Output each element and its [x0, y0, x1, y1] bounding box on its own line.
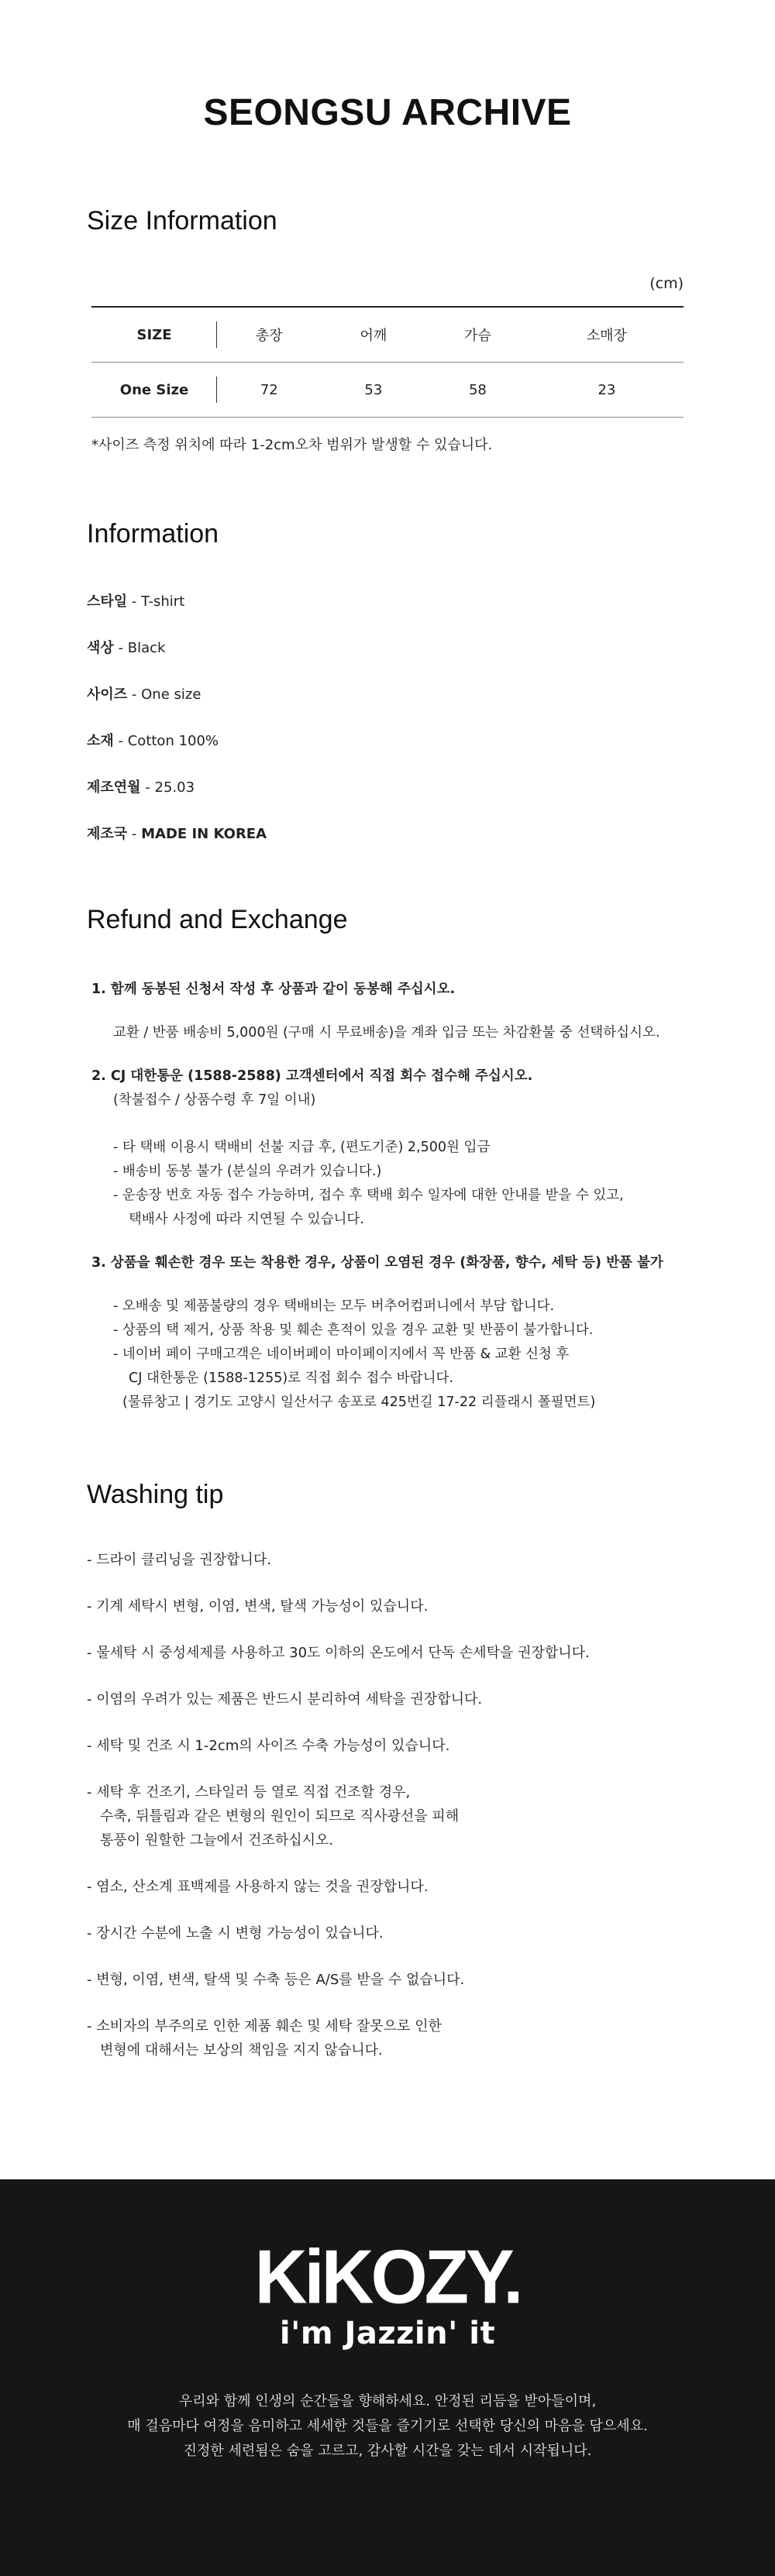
- washing-tip: - 변형, 이염, 변색, 탈색 및 수축 등은 A/S를 받을 수 없습니다.: [87, 1972, 465, 1988]
- brand-footer: [0, 2179, 775, 2576]
- washing-tip: [87, 2014, 707, 2062]
- info-separator: -: [127, 593, 142, 610]
- table-cell: 72: [217, 363, 322, 418]
- info-key: 색상: [87, 640, 114, 656]
- washing-tip-line: 통풍이 원할한 그늘에서 건조하십시오.: [100, 1832, 334, 1849]
- info-value: Black: [127, 640, 166, 656]
- refund-item-3-line: (물류창고 | 경기도 고양시 일산서구 송포로 425번길 17-22 리플래시 폴필먼트): [122, 1395, 596, 1410]
- table-header-cell: 가슴: [425, 307, 530, 363]
- size-information-title: Size Information: [87, 206, 277, 236]
- washing-tip: [87, 1780, 707, 1852]
- refund-item-1-head: 1. 함께 동봉된 신청서 작성 후 상품과 같이 동봉해 주십시오.: [91, 982, 456, 997]
- brand-message: [0, 2389, 775, 2464]
- washing-tip: - 염소, 산소계 표백제를 사용하지 않는 것을 권장합니다.: [87, 1879, 429, 1895]
- washing-tip-line: - 세탁 후 건조기, 스타일러 등 열로 직접 건조할 경우,: [87, 1784, 411, 1800]
- refund-item-3-line: - 상품의 택 제거, 상품 착용 및 훼손 흔적이 있을 경우 교환 및 반품이 불가합니다.: [113, 1322, 594, 1338]
- refund-item-2-head: 2. CJ 대한통운 (1588-2588) 고객센터에서 직접 회수 접수해 주십시오.: [91, 1068, 533, 1084]
- washing-title: Washing tip: [87, 1480, 224, 1509]
- logo-wordmark: KiKOZY.: [254, 2234, 521, 2320]
- list-item: [87, 823, 267, 869]
- brand-title: SEONGSU ARCHIVE: [203, 92, 572, 133]
- refund-item-2-line: 택배사 사정에 따라 지연될 수 있습니다.: [129, 1212, 364, 1227]
- info-separator: -: [127, 686, 142, 703]
- washing-tip: - 세탁 및 건조 시 1-2cm의 사이즈 수축 가능성이 있습니다.: [87, 1738, 450, 1754]
- info-key: 사이즈: [87, 686, 128, 703]
- table-header-row: [91, 307, 684, 363]
- info-value: MADE IN KOREA: [141, 826, 267, 842]
- information-title: Information: [87, 519, 219, 549]
- brand-message-line: 우리와 함께 인생의 순간들을 향해하세요. 안정된 리듬을 받아들이며,: [178, 2393, 597, 2409]
- info-key: 제조연월: [87, 779, 141, 796]
- size-note: *사이즈 측정 위치에 따라 1-2cm오차 범위가 발생할 수 있습니다.: [91, 437, 493, 453]
- info-key: 제조국: [87, 826, 128, 842]
- refund-item-2-line: - 배송비 동봉 불가 (분실의 우려가 있습니다.): [113, 1164, 382, 1179]
- refund-item-2-sub: (착불접수 / 상품수령 후 7일 이내): [113, 1092, 316, 1108]
- table-header-cell: SIZE: [91, 307, 217, 363]
- table-header-cell: 어깨: [322, 307, 426, 363]
- refund-title: Refund and Exchange: [87, 905, 348, 934]
- info-value: One size: [141, 686, 202, 703]
- refund-item-3-line: - 오배송 및 제품불량의 경우 택배비는 모두 버추어컴퍼니에서 부담 합니다.: [113, 1298, 555, 1314]
- logo-tagline: i'm Jazzin' it: [279, 2316, 496, 2351]
- info-separator: -: [113, 733, 128, 749]
- table-cell: 23: [530, 363, 684, 418]
- info-separator: -: [140, 779, 155, 796]
- washing-tip-line: 변형에 대해서는 보상의 책임을 지지 않습니다.: [100, 2042, 383, 2058]
- washing-tip: - 드라이 클리닝을 권장합니다.: [87, 1552, 272, 1568]
- information-list: [87, 590, 267, 869]
- list-item: [87, 776, 267, 823]
- refund-item-3-line: CJ 대한통운 (1588-1255)로 직접 회수 접수 바랍니다.: [129, 1371, 453, 1386]
- list-item: [87, 637, 267, 683]
- refund-item-3-head: 3. 상품을 훼손한 경우 또는 착용한 경우, 상품이 오염된 경우 (화장품, 향수, 세탁 등) 반품 불가: [91, 1255, 663, 1271]
- info-key: 스타일: [87, 593, 128, 610]
- table-header-cell: 총장: [217, 307, 322, 363]
- washing-tip-line: 수축, 뒤틀림과 같은 변형의 원인이 되므로 직사광선을 피해: [100, 1808, 460, 1825]
- washing-tip: - 장시간 수분에 노출 시 변형 가능성이 있습니다.: [87, 1925, 384, 1941]
- list-item: [87, 590, 267, 637]
- list-item: [87, 683, 267, 730]
- refund-item-2-line: - 타 택배 이용시 택배비 선불 지급 후, (편도기준) 2,500원 입금: [113, 1140, 491, 1155]
- washing-tip: - 기계 세탁시 변형, 이염, 변색, 탈색 가능성이 있습니다.: [87, 1598, 429, 1615]
- brand-message-line: 매 걸음마다 여정을 음미하고 세세한 것들을 즐기기로 선택한 당신의 마음을 담으세요.: [127, 2418, 648, 2434]
- refund-item-1-body: 교환 / 반품 배송비 5,000원 (구매 시 무료배송)을 계좌 입금 또는 차감환불 중 선택하십시오.: [113, 1025, 660, 1040]
- refund-item-3-line: - 네이버 페이 구매고객은 네이버페이 마이페이지에서 꼭 반품 & 교환 신청 후: [113, 1346, 570, 1362]
- unit-label: (cm): [649, 275, 684, 292]
- size-table: [91, 306, 684, 418]
- table-row: [91, 363, 684, 418]
- refund-content: [91, 978, 711, 1415]
- info-key: 소재: [87, 733, 114, 749]
- info-value: Cotton 100%: [127, 733, 219, 749]
- info-separator: -: [113, 640, 128, 656]
- info-separator: -: [127, 826, 142, 842]
- table-header-cell: 소매장: [530, 307, 684, 363]
- washing-tip-line: - 소비자의 부주의로 인한 제품 훼손 및 세탁 잘못으로 인한: [87, 2018, 442, 2034]
- brand-logo: [0, 2234, 775, 2351]
- washing-content: [87, 1548, 707, 2062]
- info-value: T-shirt: [141, 593, 185, 610]
- info-value: 25.03: [154, 779, 195, 796]
- washing-tip: - 이염의 우려가 있는 제품은 반드시 분리하여 세탁을 권장합니다.: [87, 1691, 483, 1708]
- refund-item-2-line: - 운송장 번호 자동 접수 가능하며, 접수 후 택배 회수 일자에 대한 안내를 받을 수 있고,: [113, 1188, 624, 1203]
- brand-message-line: 진정한 세련됨은 숨을 고르고, 감사할 시간을 갖는 데서 시작됩니다.: [183, 2443, 592, 2459]
- list-item: [87, 730, 267, 776]
- table-cell: One Size: [91, 363, 217, 418]
- washing-tip: - 물세탁 시 중성세제를 사용하고 30도 이하의 온도에서 단독 손세탁을 권장합니다.: [87, 1645, 590, 1661]
- table-cell: 53: [322, 363, 426, 418]
- table-cell: 58: [425, 363, 530, 418]
